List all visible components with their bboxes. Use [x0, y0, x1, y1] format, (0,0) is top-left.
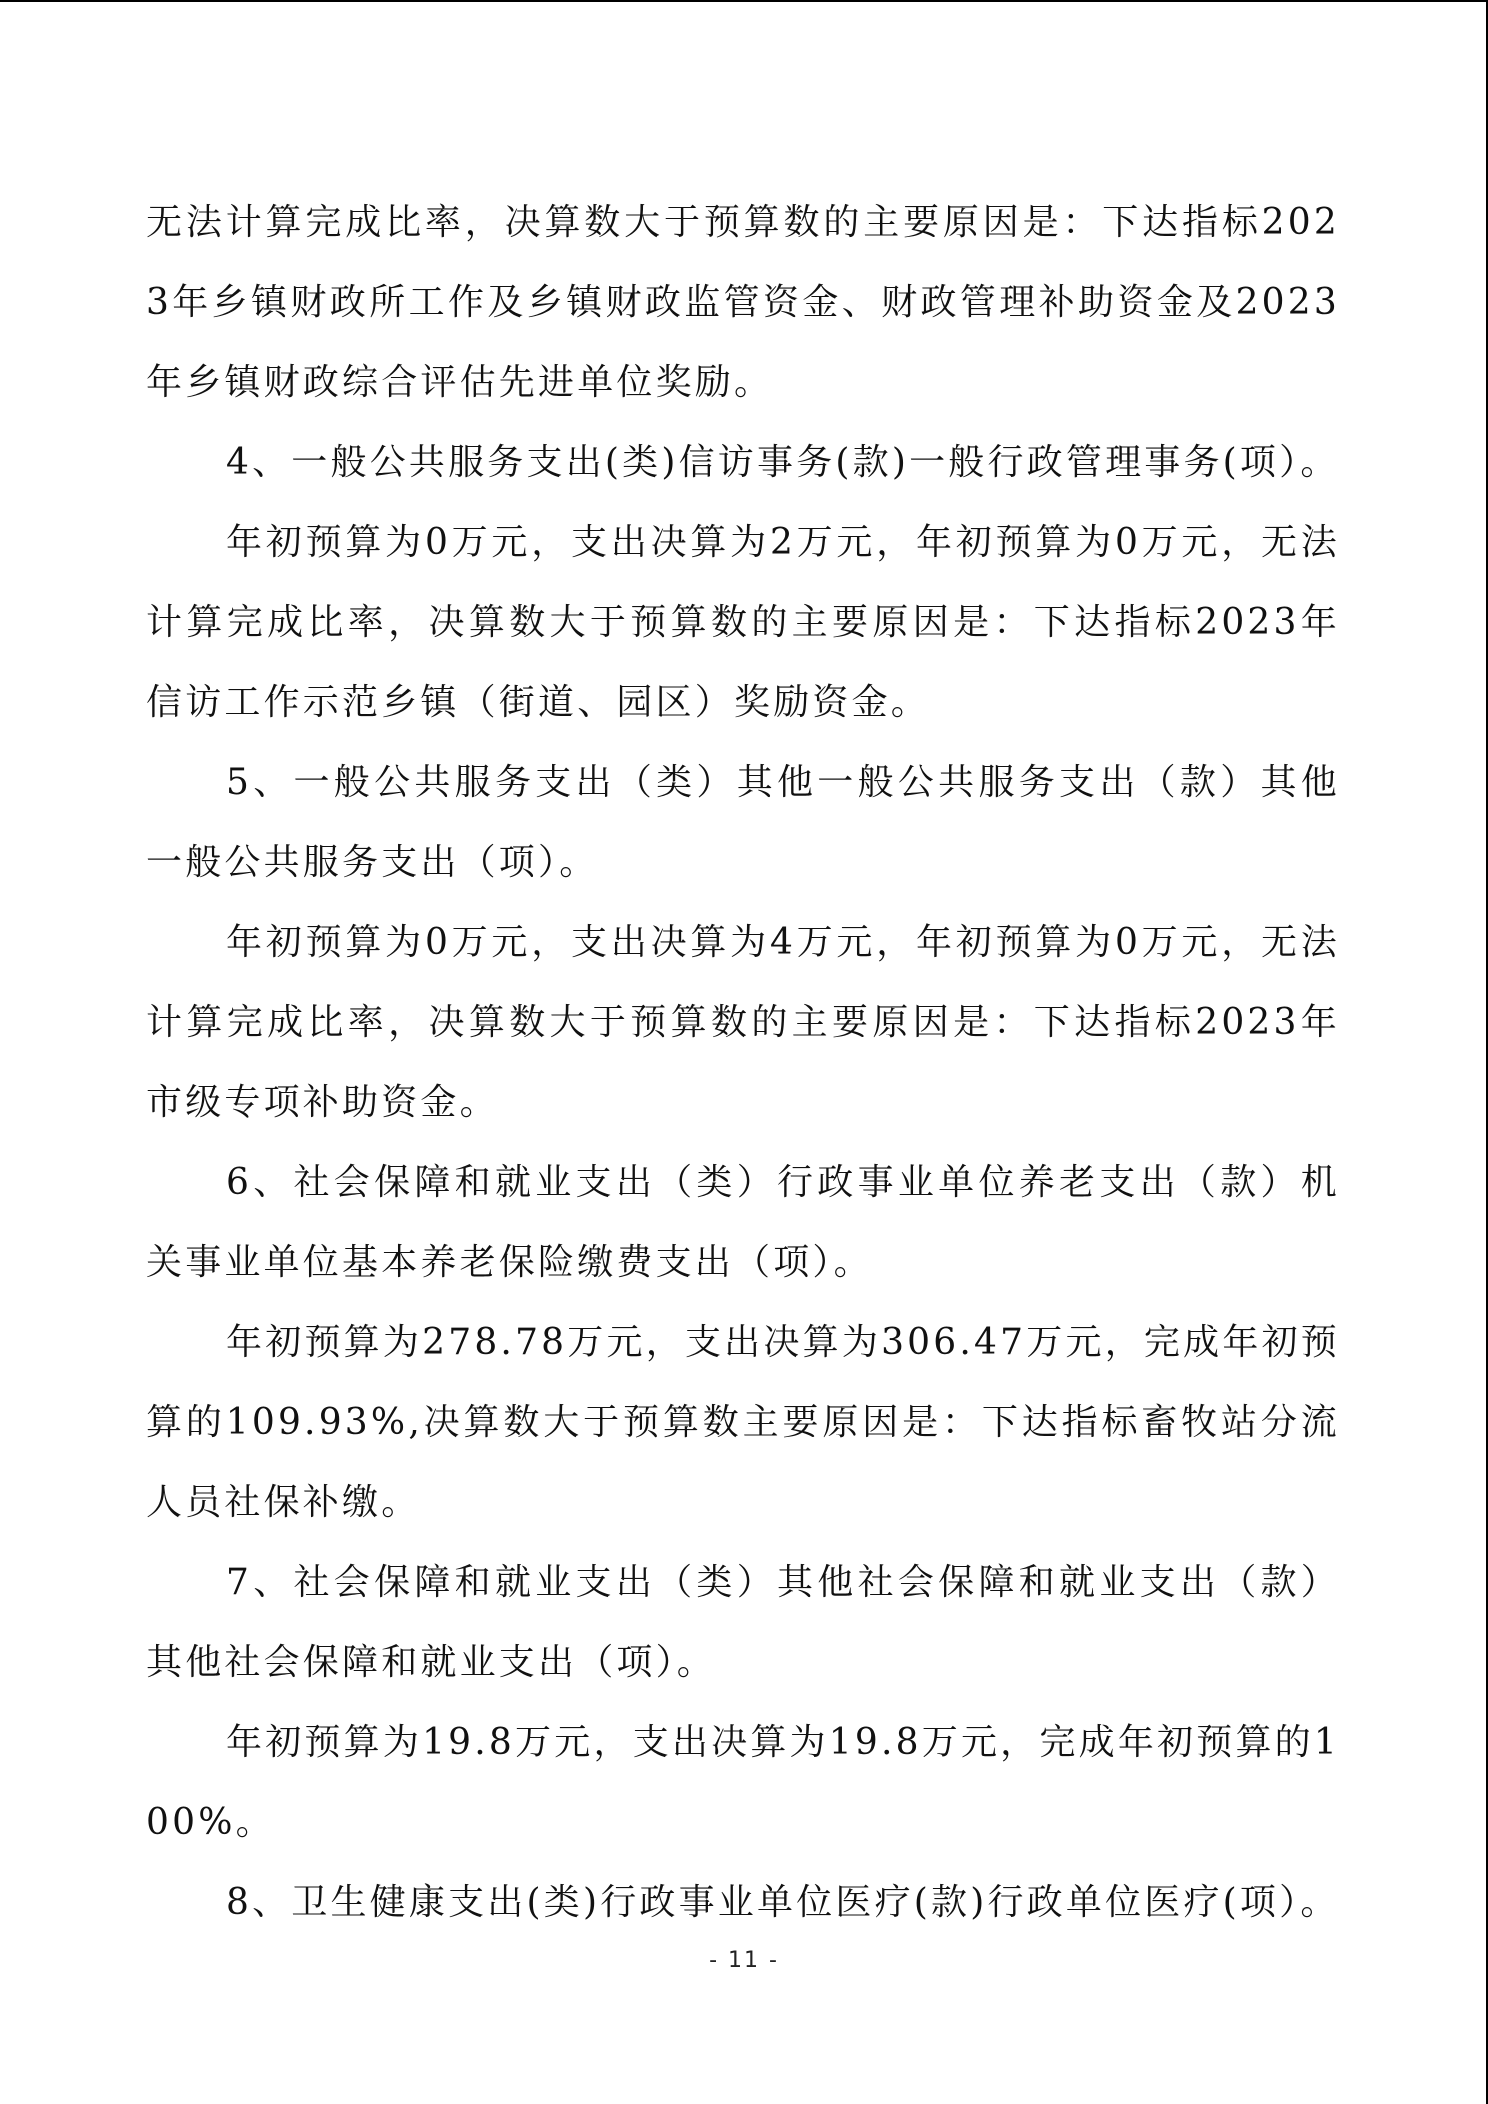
item-5-detail: 年初预算为0万元，支出决算为4万元，年初预算为0万元，无法计算完成比率，决算数大于预算数的主要原因是：下达指标2023年市级专项补助资金。 [146, 922, 1340, 1123]
item-6-heading: 6、社会保障和就业支出（类）行政事业单位养老支出（款）机关事业单位基本养老保险缴费支出（项）。 [146, 1162, 1340, 1283]
item-4-detail: 年初预算为0万元，支出决算为2万元，年初预算为0万元，无法计算完成比率，决算数大于预算数的主要原因是：下达指标2023年信访工作示范乡镇（街道、园区）奖励资金。 [146, 522, 1340, 723]
item-6-detail: 年初预算为278.78万元，支出决算为306.47万元，完成年初预算的109.93%,决算数大于预算数主要原因是：下达指标畜牧站分流人员社保补缴。 [146, 1322, 1340, 1523]
page-number: - 11 - [709, 1948, 779, 1973]
item-7-heading: 7、社会保障和就业支出（类）其他社会保障和就业支出（款）其他社会保障和就业支出（项）。 [146, 1562, 1340, 1683]
item-7-detail: 年初预算为19.8万元，支出决算为19.8万元，完成年初预算的100%。 [146, 1722, 1340, 1843]
document-body [146, 183, 1340, 1943]
item-8-heading: 8、卫生健康支出(类)行政事业单位医疗(款)行政单位医疗(项）。 [226, 1882, 1340, 1923]
item-4-heading: 4、一般公共服务支出(类)信访事务(款)一般行政管理事务(项）。 [226, 442, 1340, 483]
paragraph-continuation: 无法计算完成比率，决算数大于预算数的主要原因是：下达指标2023年乡镇财政所工作及乡镇财政监管资金、财政管理补助资金及2023年乡镇财政综合评估先进单位奖励。 [146, 202, 1340, 403]
item-5-heading: 5、一般公共服务支出（类）其他一般公共服务支出（款）其他一般公共服务支出（项）。 [146, 762, 1340, 883]
